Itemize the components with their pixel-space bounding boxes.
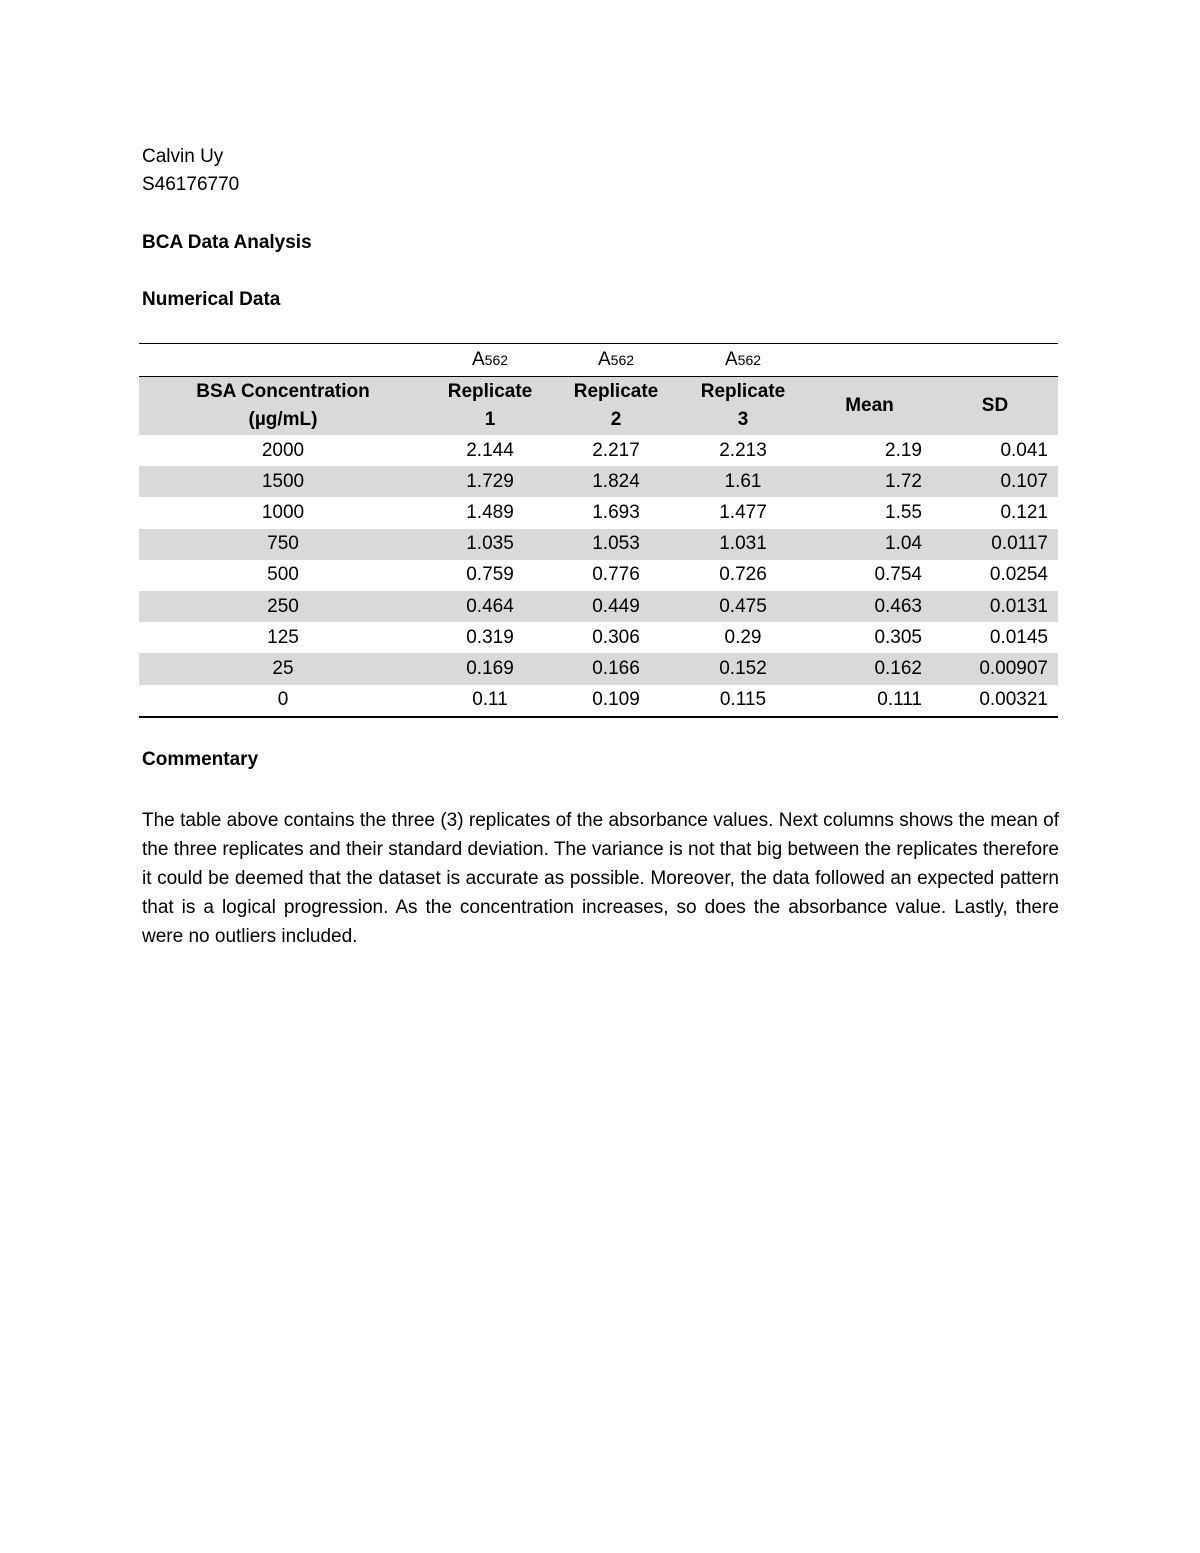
cell-replicate-3: 0.29: [724, 626, 762, 648]
cell-replicate-3: 0.152: [679, 653, 807, 684]
table-row: [139, 591, 1058, 622]
unit-row: [139, 344, 1058, 377]
cell-mean: 1.55: [885, 501, 922, 523]
cell-mean: 1.04: [807, 529, 932, 560]
cell-replicate-2: 1.053: [553, 529, 679, 560]
table-row: [139, 529, 1058, 560]
document-title: BCA Data Analysis: [142, 232, 312, 253]
cell-replicate-2: 2.217: [592, 439, 640, 461]
cell-replicate-1: 0.464: [427, 591, 553, 622]
student-id: S46176770: [142, 174, 240, 195]
cell-replicate-3: 1.031: [679, 529, 807, 560]
cell-concentration: 1000: [261, 501, 305, 523]
cell-replicate-3: 1.61: [679, 466, 807, 497]
cell-replicate-1: 0.319: [466, 626, 514, 648]
table-row: [139, 685, 1058, 717]
unit-cell: [139, 344, 427, 377]
cell-mean: 0.754: [874, 564, 922, 586]
cell-concentration: 125: [267, 626, 299, 648]
cell-mean: 0.463: [807, 591, 932, 622]
cell-replicate-2: 0.449: [553, 591, 679, 622]
header-cell-replicate-2: Replicate 2: [553, 377, 679, 436]
cell-sd: 0.041: [1000, 439, 1048, 461]
table-row: [139, 466, 1058, 497]
section-heading-commentary: Commentary: [142, 749, 259, 770]
cell-concentration: 25: [139, 653, 427, 684]
cell-sd: 0.0254: [989, 564, 1048, 586]
bsa-absorbance-table: [139, 343, 1058, 718]
header-cell-concentration: BSA Concentration (µg/mL): [139, 377, 427, 436]
table-row: [139, 653, 1058, 684]
header-cell-sd: SD: [932, 377, 1058, 436]
cell-concentration: 0: [277, 689, 289, 711]
cell-replicate-3: 0.115: [719, 689, 767, 711]
cell-replicate-1: 1.729: [427, 466, 553, 497]
cell-sd: 0.0117: [932, 529, 1058, 560]
cell-replicate-2: 1.824: [553, 466, 679, 497]
cell-mean: 0.162: [807, 653, 932, 684]
header-row: [139, 377, 1058, 436]
cell-mean: 2.19: [885, 439, 922, 461]
cell-replicate-1: 0.169: [427, 653, 553, 684]
cell-sd: 0.121: [1000, 501, 1048, 523]
unit-cell: [807, 344, 932, 377]
unit-cell: A562: [724, 349, 762, 370]
cell-sd: 0.00321: [979, 689, 1048, 711]
cell-sd: 0.0131: [932, 591, 1058, 622]
cell-replicate-2: 0.109: [592, 689, 640, 711]
cell-replicate-3: 0.475: [679, 591, 807, 622]
cell-replicate-1: 0.11: [472, 689, 508, 711]
table-row: [139, 560, 1058, 591]
cell-replicate-2: 0.166: [553, 653, 679, 684]
cell-concentration: 750: [139, 529, 427, 560]
table-row: [139, 622, 1058, 653]
cell-mean: 0.305: [874, 626, 922, 648]
cell-sd: 0.00907: [932, 653, 1058, 684]
cell-replicate-2: 0.776: [592, 564, 640, 586]
header-cell-mean: Mean: [807, 377, 932, 436]
cell-sd: 0.107: [932, 466, 1058, 497]
header-cell-replicate-3: Replicate 3: [679, 377, 807, 436]
author-name: Calvin Uy: [142, 146, 224, 167]
cell-replicate-3: 0.726: [719, 564, 767, 586]
cell-replicate-2: 0.306: [592, 626, 640, 648]
cell-concentration: 500: [267, 564, 299, 586]
cell-concentration: 2000: [261, 439, 305, 461]
table-row: [139, 435, 1058, 466]
cell-replicate-3: 2.213: [719, 439, 767, 461]
cell-mean: 1.72: [807, 466, 932, 497]
cell-concentration: 1500: [139, 466, 427, 497]
cell-replicate-1: 0.759: [466, 564, 514, 586]
cell-replicate-1: 1.489: [466, 501, 514, 523]
cell-replicate-3: 1.477: [719, 501, 767, 523]
cell-replicate-2: 1.693: [592, 501, 640, 523]
cell-concentration: 250: [139, 591, 427, 622]
cell-replicate-1: 2.144: [466, 439, 514, 461]
unit-cell: A562: [597, 349, 635, 370]
table-row: [139, 497, 1058, 528]
unit-cell: A562: [471, 349, 509, 370]
header-cell-replicate-1: Replicate 1: [427, 377, 553, 436]
unit-cell: [932, 344, 1058, 377]
cell-replicate-1: 1.035: [427, 529, 553, 560]
section-heading-numerical-data: Numerical Data: [142, 289, 281, 310]
cell-sd: 0.0145: [989, 626, 1048, 648]
commentary-paragraph: The table above contains the three (3) replicates of the absorbance values. Next columns shows the mean of the three replicates and their standard deviation. The variance is not that big between the replicates therefore it could be deemed that the dataset is accurate as possible. Moreover, the data followed an expected pattern that is a logical progression. As the concentration increases, so does the absorbance value. Lastly, there were no outliers included.: [142, 810, 1059, 947]
cell-mean: 0.111: [877, 689, 922, 711]
